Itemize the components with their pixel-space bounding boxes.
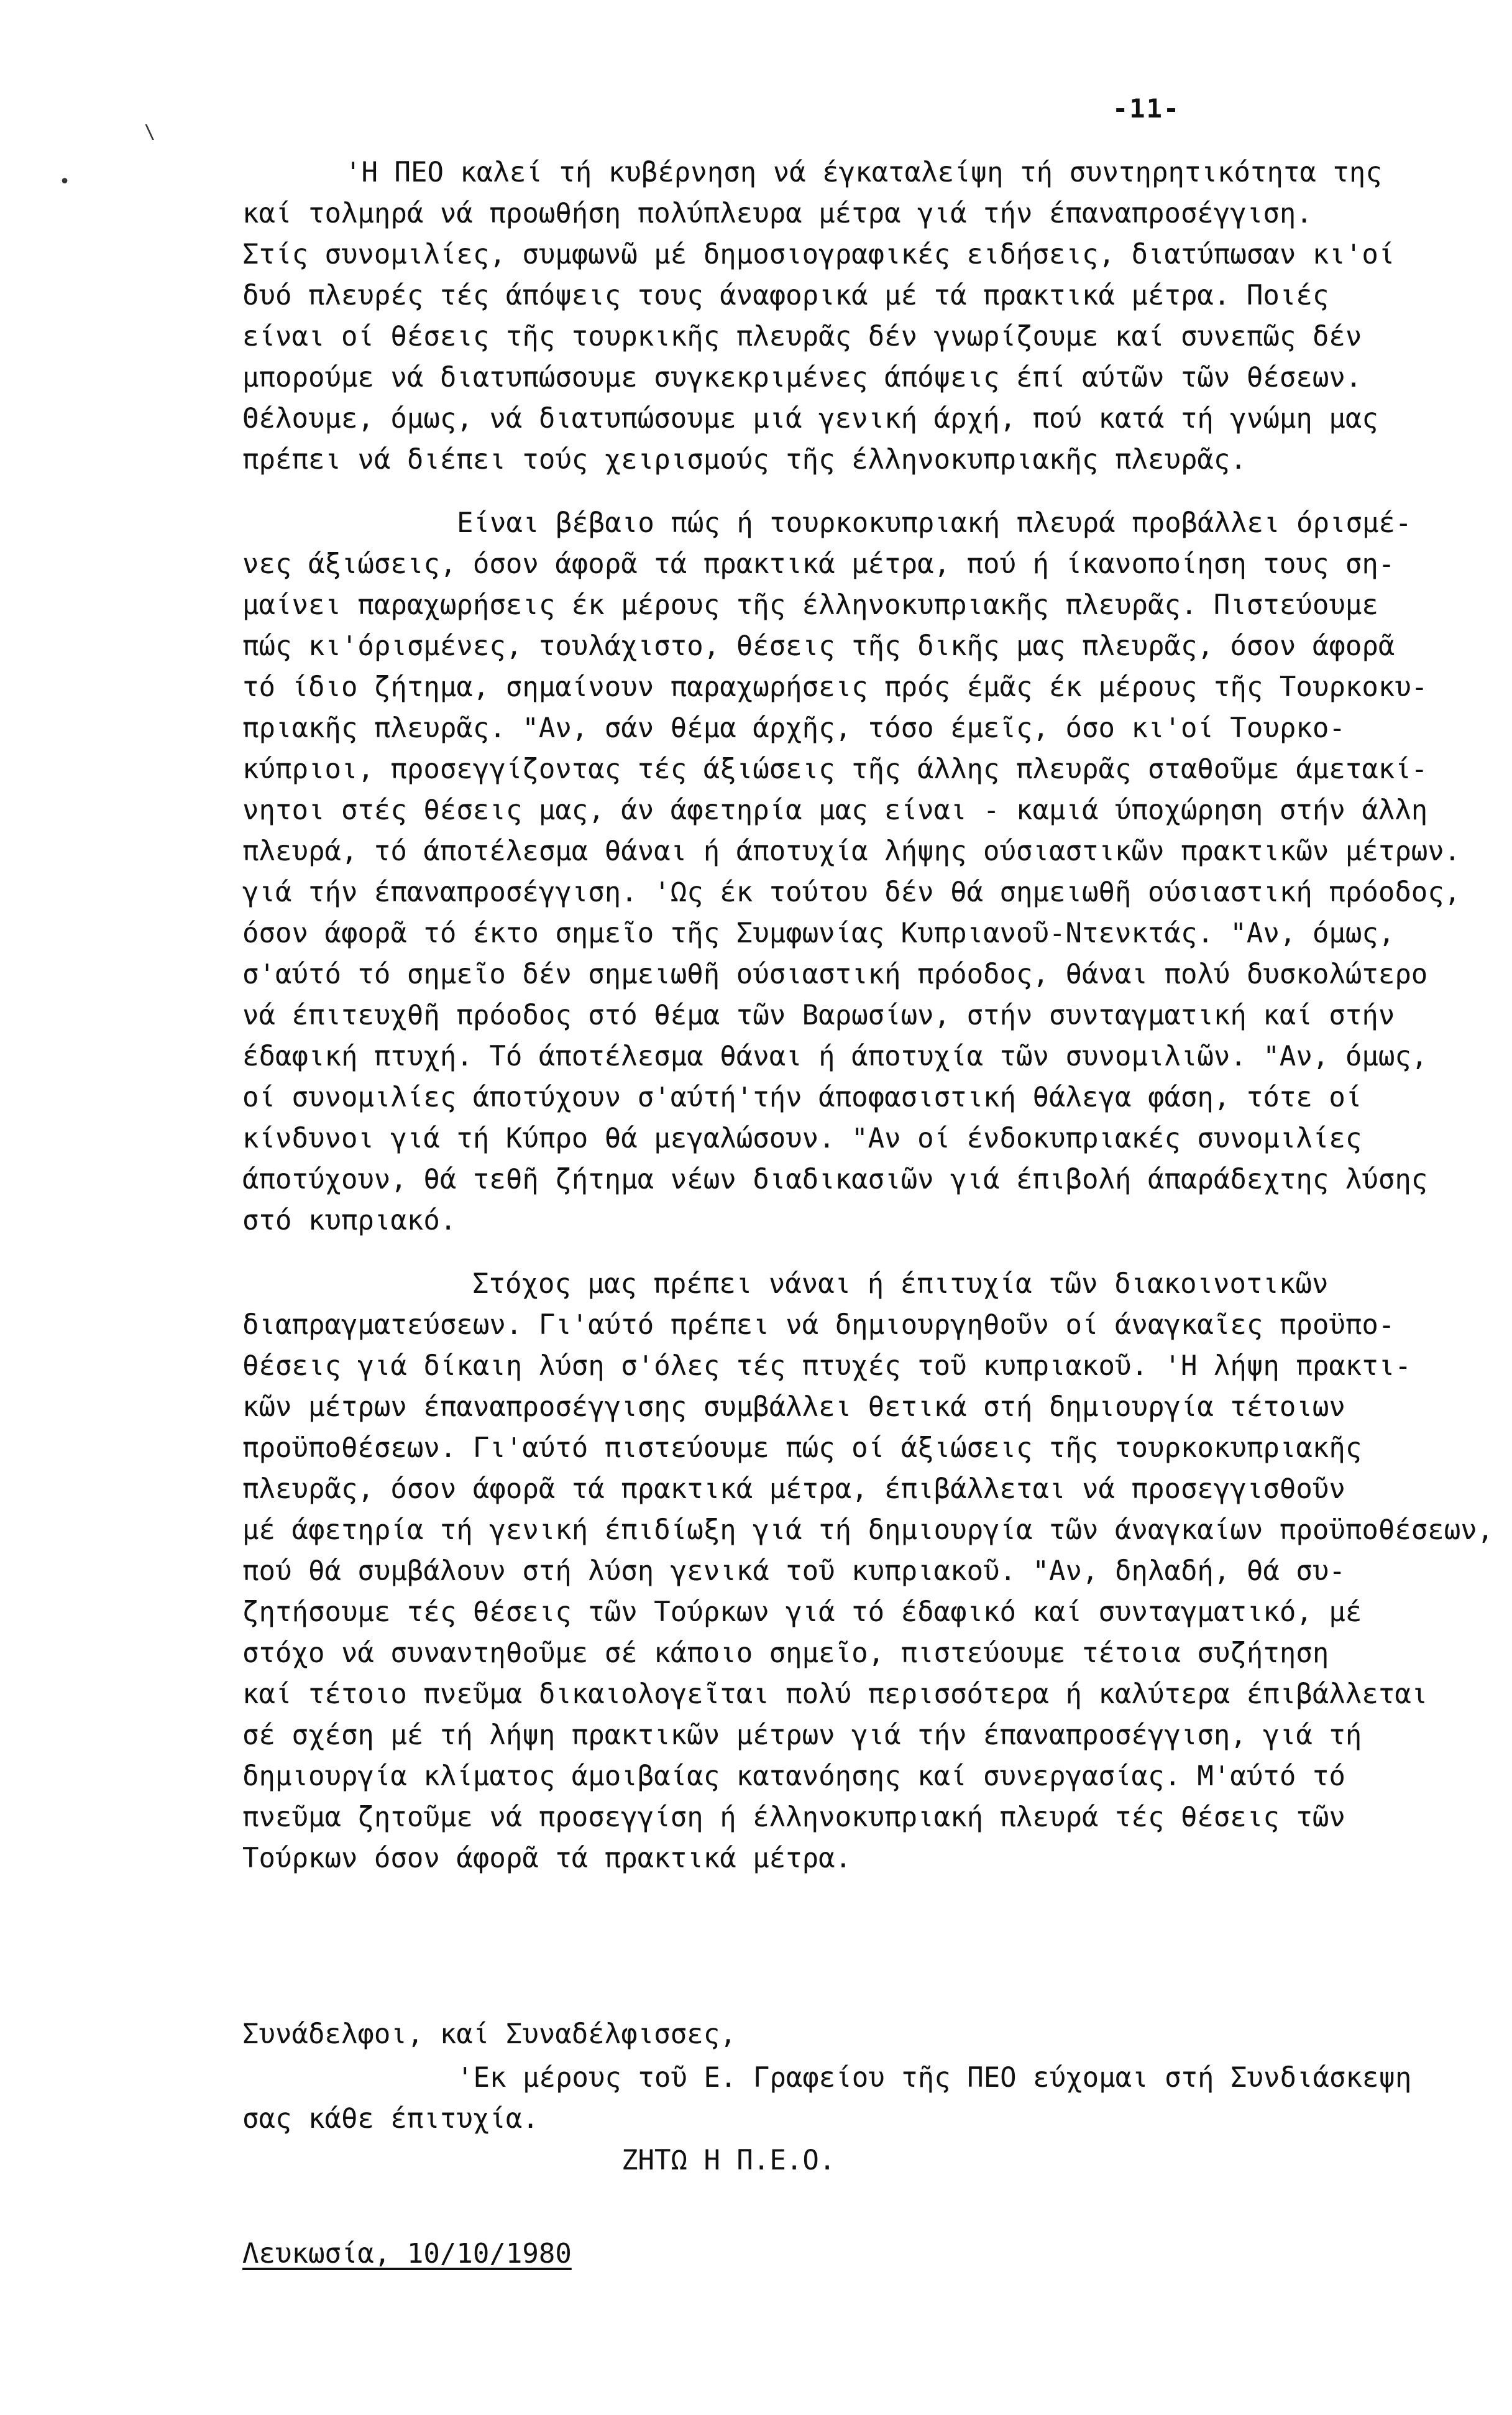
- margin-mark: •: [59, 171, 71, 193]
- text-line: οί συνομιλίες άποτύχουν σ'αύτή'τήν άποφασιστική θάλεγα φάση, τότε οί: [242, 1082, 1362, 1113]
- text-line: προϋποθέσεων. Γι'αύτό πιστεύουμε πώς οί άξιώσεις τῆς τουρκοκυπριακῆς: [242, 1432, 1362, 1464]
- text-line: νά έπιτευχθῆ πρόοδος στό θέμα τῶν Βαρωσίων, στήν συνταγματική καί στήν: [242, 1000, 1395, 1031]
- text-line: είναι οί θέσεις τῆς τουρκικῆς πλευρᾶς δέν γνωρίζουμε καί συνεπῶς δέν: [242, 321, 1362, 352]
- text-line: άποτύχουν, θά τεθῆ ζήτημα νέων διαδικασιῶν γιά έπιβολή άπαράδεχτης λύσης: [242, 1164, 1428, 1195]
- text-line: πλευρᾶς, όσον άφορᾶ τά πρακτικά μέτρα, έπιβάλλεται νά προσεγγισθοῦν: [242, 1473, 1345, 1505]
- text-line: όσον άφορᾶ τό έκτο σημεῖο τῆς Συμφωνίας Κυπριανοῦ-Ντενκτάς. "Αν, όμως,: [242, 918, 1395, 949]
- text-line: 'Η ΠΕΟ καλεί τή κυβέρνηση νά έγκαταλείψη τή συντηρητικότητα της: [345, 157, 1382, 188]
- text-line: κίνδυνοι γιά τή Κύπρο θά μεγαλώσουν. "Αν οί ένδοκυπριακές συνομιλίες: [242, 1123, 1362, 1154]
- text-line: πνεῦμα ζητοῦμε νά προσεγγίση ή έλληνοκυπριακή πλευρά τές θέσεις τῶν: [242, 1801, 1345, 1833]
- page-number: -11-: [1112, 93, 1181, 124]
- text-line: μαίνει παραχωρήσεις έκ μέρους τῆς έλληνοκυπριακῆς πλευρᾶς. Πιστεύουμε: [242, 589, 1378, 621]
- place-date: Λευκωσία, 10/10/1980: [242, 2238, 572, 2270]
- text-line: πλευρά, τό άποτέλεσμα θάναι ή άποτυχία λήψης ούσιαστικῶν πρακτικῶν μέτρων.: [242, 835, 1461, 867]
- text-line: μέ άφετηρία τή γενική έπιδίωξη γιά τή δημιουργία τῶν άναγκαίων προϋποθέσεων,: [242, 1514, 1494, 1546]
- text-line: Στόχος μας πρέπει νάναι ή έπιτυχία τῶν διακοινοτικῶν: [472, 1268, 1329, 1300]
- text-line: καί τολμηρά νά προωθήση πολύπλευρα μέτρα γιά τήν έπαναπροσέγγιση.: [242, 198, 1313, 229]
- text-line: γιά τήν έπαναπροσέγγιση. 'Ως έκ τούτου δέν θά σημειωθῆ ούσιαστική πρόοδος,: [242, 876, 1461, 908]
- salutation: Συνάδελφοι, καί Συναδέλφισσες,: [242, 2018, 736, 2050]
- text-line: Στίς συνομιλίες, συμφωνῶ μέ δημοσιογραφικές ειδήσεις, διατύπωσαν κι'οί: [242, 239, 1395, 270]
- text-line: πώς κι'όρισμένες, τουλάχιστο, θέσεις τῆς δικῆς μας πλευρᾶς, όσον άφορᾶ: [242, 630, 1395, 662]
- text-line: νες άξιώσεις, όσον άφορᾶ τά πρακτικά μέτρα, πού ή ίκανοποίηση τους ση-: [242, 548, 1395, 580]
- text-line: Θέλουμε, όμως, νά διατυπώσουμε μιά γενική άρχή, πού κατά τή γνώμη μας: [242, 403, 1378, 435]
- text-line: Τούρκων όσον άφορᾶ τά πρακτικά μέτρα.: [242, 1842, 852, 1874]
- text-line: Είναι βέβαιο πώς ή τουρκοκυπριακή πλευρά προβάλλει όρισμέ-: [457, 507, 1412, 539]
- text-line: σ'αύτό τό σημεῖο δέν σημειωθῆ ούσιαστική πρόοδος, θάναι πολύ δυσκολώτερο: [242, 959, 1428, 990]
- text-line: κύπριοι, προσεγγίζοντας τές άξιώσεις τῆς άλλης πλευρᾶς σταθοῦμε άμετακί-: [242, 753, 1428, 785]
- text-line: δημιουργία κλίματος άμοιβαίας κατανόησης καί συνεργασίας. Μ'αύτό τό: [242, 1760, 1345, 1792]
- text-line: νητοι στές θέσεις μας, άν άφετηρία μας είναι - καμιά ύποχώρηση στήν άλλη: [242, 794, 1428, 826]
- text-line: καί τέτοιο πνεῦμα δικαιολογεῖται πολύ περισσότερα ή καλύτερα έπιβάλλεται: [242, 1678, 1428, 1710]
- margin-mark: \: [144, 121, 156, 143]
- text-line: μπορούμε νά διατυπώσουμε συγκεκριμένες άπόψεις έπί αύτῶν τῶν θέσεων.: [242, 362, 1362, 393]
- wish-line: 'Εκ μέρους τοῦ Ε. Γραφείου τῆς ΠΕΟ εύχομαι στή Συνδιάσκεψη: [457, 2062, 1412, 2094]
- text-line: τό ίδιο ζήτημα, σημαίνουν παραχωρήσεις πρός έμᾶς έκ μέρους τῆς Τουρκοκυ-: [242, 671, 1428, 703]
- wish-line: σας κάθε έπιτυχία.: [242, 2103, 539, 2135]
- text-line: στόχο νά συναντηθοῦμε σέ κάποιο σημεῖο, πιστεύουμε τέτοια συζήτηση: [242, 1637, 1329, 1669]
- signoff: ΖΗΤΩ Η Π.Ε.Ο.: [621, 2145, 836, 2176]
- text-line: πριακῆς πλευρᾶς. "Αν, σάν θέμα άρχῆς, τόσο έμεῖς, όσο κι'οί Τουρκο-: [242, 712, 1345, 744]
- text-line: κῶν μέτρων έπαναπροσέγγισης συμβάλλει θετικά στή δημιουργία τέτοιων: [242, 1391, 1345, 1423]
- text-line: διαπραγματεύσεων. Γι'αύτό πρέπει νά δημιουργηθοῦν οί άναγκαῖες προϋπο-: [242, 1309, 1395, 1341]
- text-line: σέ σχέση μέ τή λήψη πρακτικῶν μέτρων γιά τήν έπαναπροσέγγιση, γιά τή: [242, 1719, 1362, 1751]
- text-line: θέσεις γιά δίκαιη λύση σ'όλες τές πτυχές τοῦ κυπριακοῦ. 'Η λήψη πρακτι-: [242, 1350, 1411, 1382]
- text-line: πού θά συμβάλουν στή λύση γενικά τοῦ κυπριακοῦ. "Αν, δηλαδή, θά συ-: [242, 1555, 1345, 1587]
- text-line: στό κυπριακό.: [242, 1205, 457, 1236]
- text-line: ζητήσουμε τές θέσεις τῶν Τούρκων γιά τό έδαφικό καί συνταγματικό, μέ: [242, 1596, 1362, 1628]
- text-line: δυό πλευρές τές άπόψεις τους άναφορικά μέ τά πρακτικά μέτρα. Ποιές: [242, 280, 1329, 311]
- text-line: πρέπει νά διέπει τούς χειρισμούς τῆς έλληνοκυπριακῆς πλευρᾶς.: [242, 444, 1247, 476]
- text-line: έδαφική πτυχή. Τό άποτέλεσμα θάναι ή άποτυχία τῶν συνομιλιῶν. "Αν, όμως,: [242, 1041, 1428, 1072]
